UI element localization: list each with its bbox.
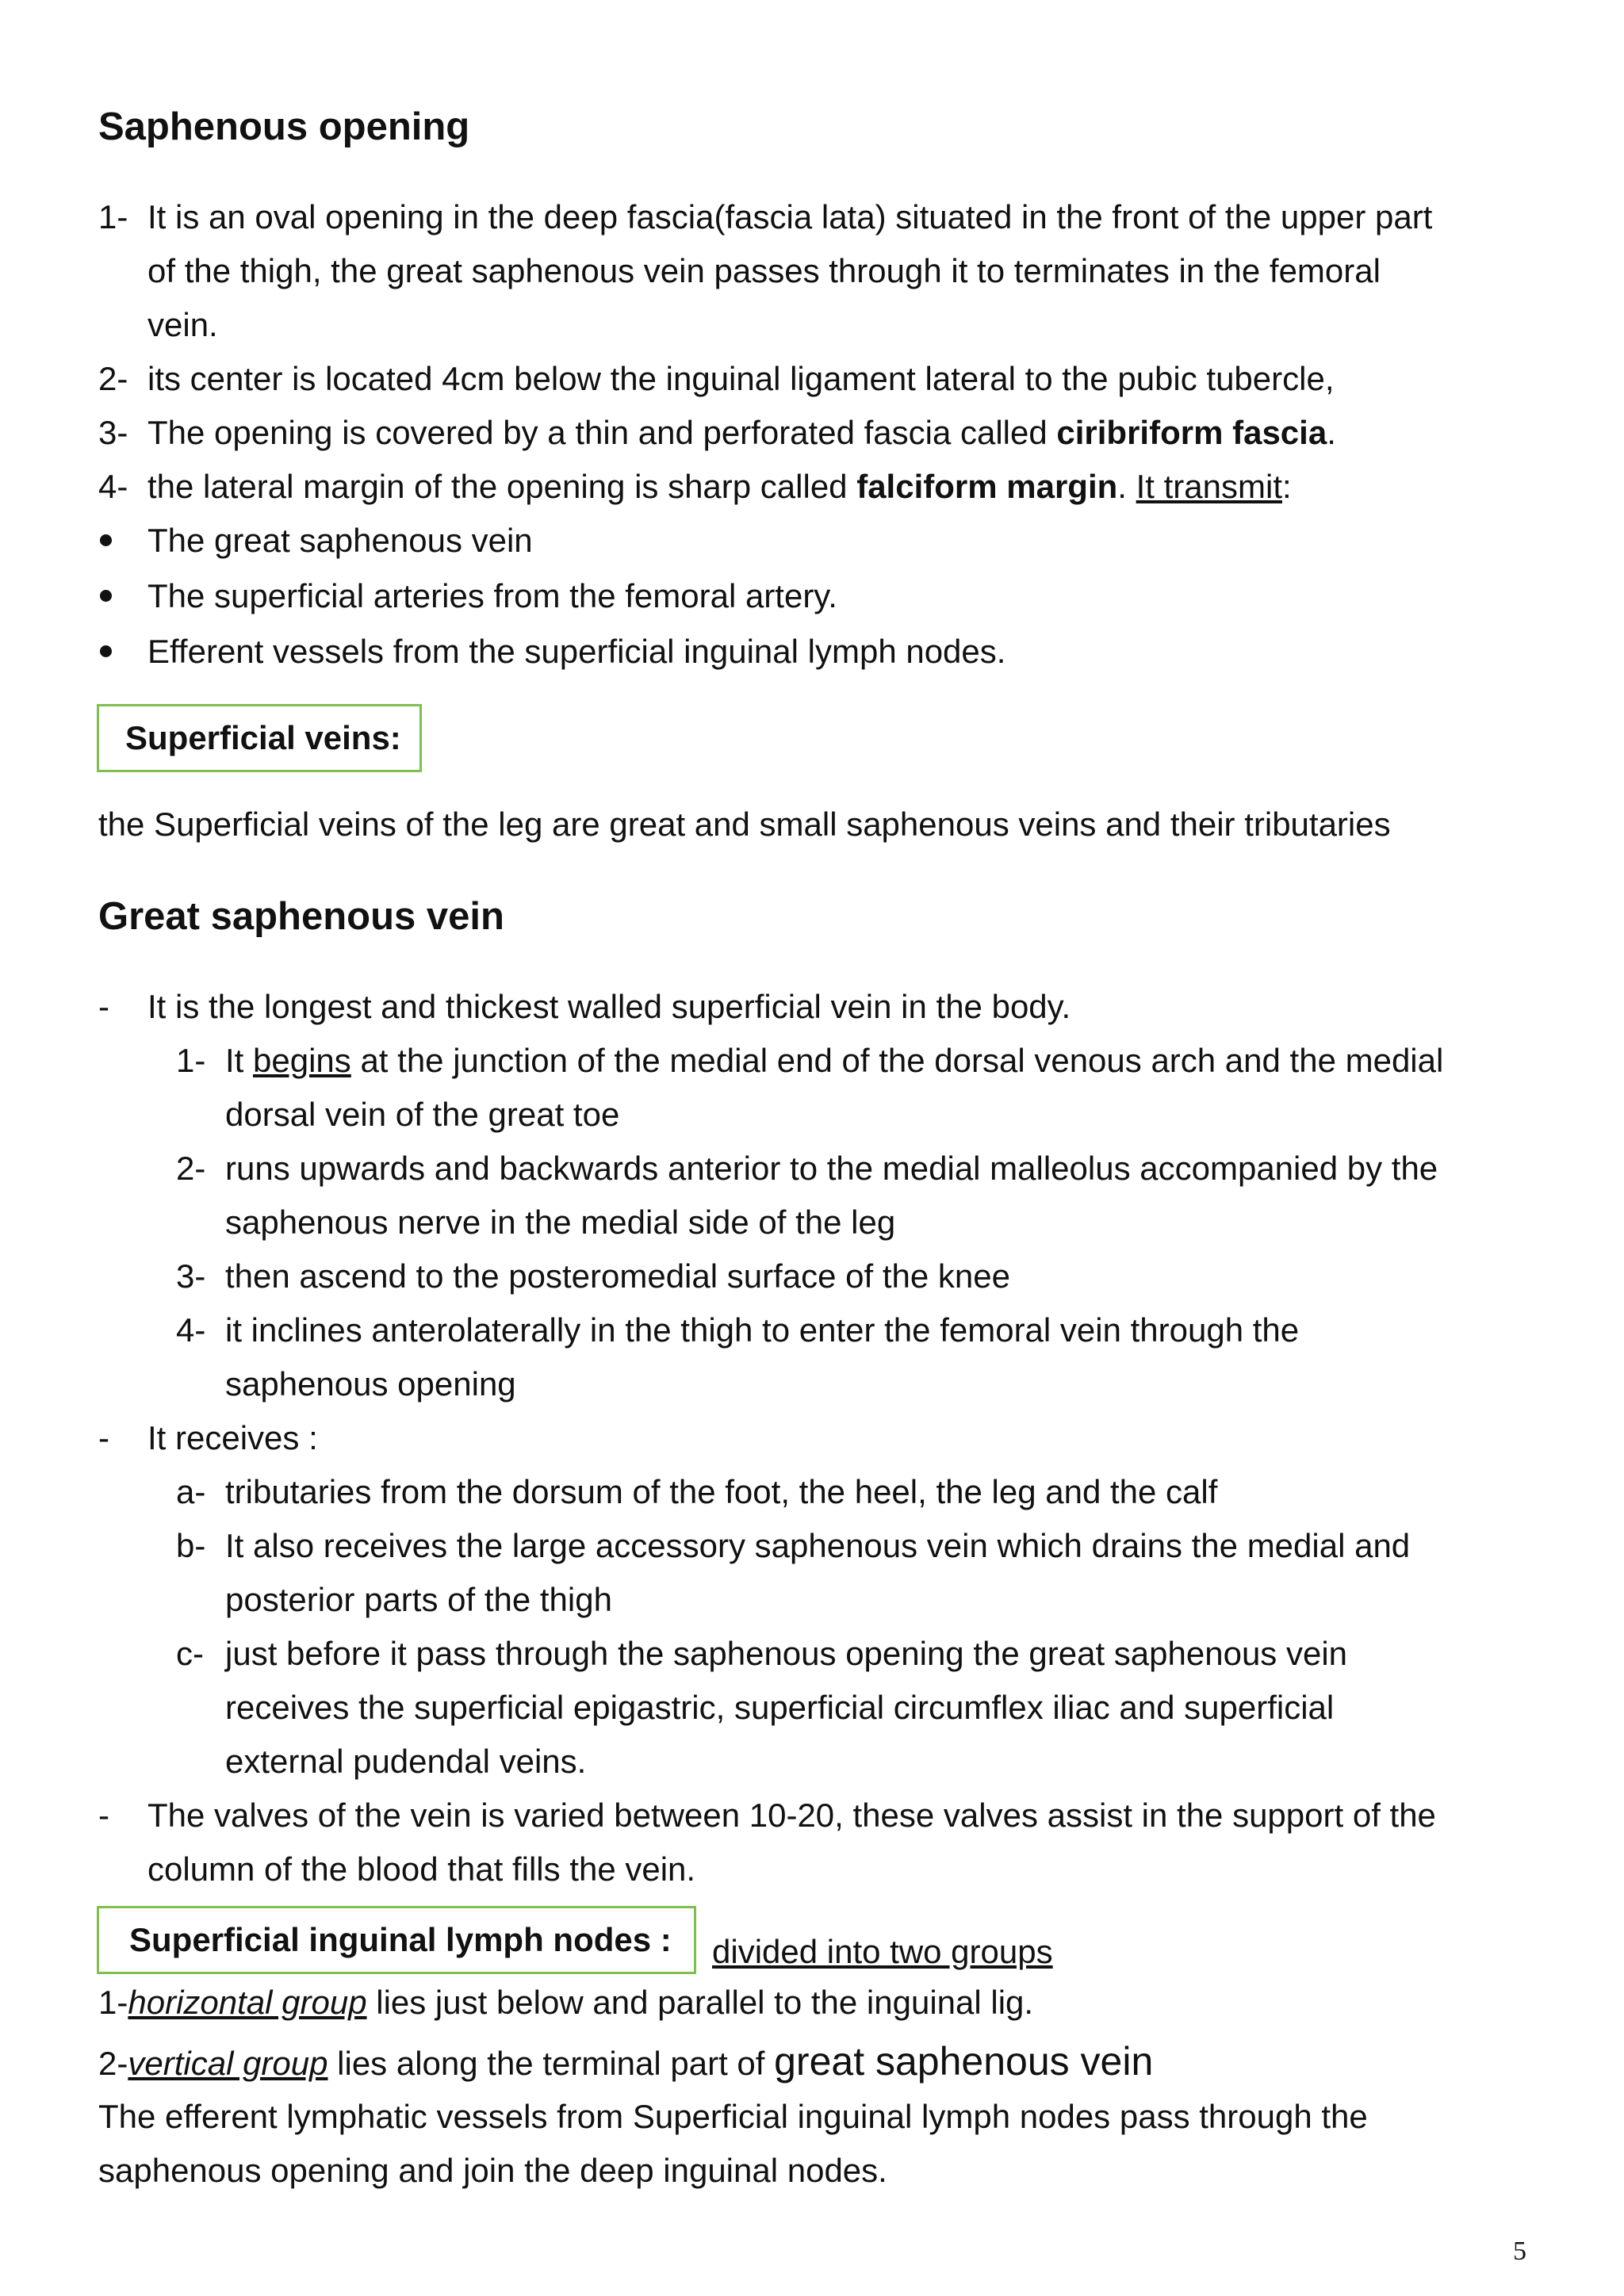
list-marker: 4- xyxy=(176,1311,206,1349)
list-item-text xyxy=(225,1034,1443,1088)
bold-term: falciform margin xyxy=(856,468,1118,505)
list-item-text: It also receives the large accessory saphenous vein which drains the medial and xyxy=(225,1527,1411,1564)
list-item-text: The valves of the vein is varied between 10-20, these valves assist in the support of the xyxy=(147,1797,1436,1834)
list-item-text: tributaries from the dorsum of the foot, the heel, the leg and the calf xyxy=(225,1473,1218,1510)
text-run: lies just below and parallel to the inguinal lig. xyxy=(366,1984,1034,2021)
text-run: lies along the terminal part of xyxy=(327,2045,775,2082)
text-run: The opening is covered by a thin and perforated fascia called xyxy=(147,414,1057,451)
dash-marker: - xyxy=(98,1797,109,1834)
list-item-text: saphenous nerve in the medial side of the leg xyxy=(225,1203,896,1241)
text-run: 1- xyxy=(98,1984,128,2021)
text-run-large: great saphenous vein xyxy=(774,2039,1154,2084)
list-item-text: its center is located 4cm below the inguinal ligament lateral to the pubic tubercle, xyxy=(147,360,1335,397)
list-item-text xyxy=(147,406,1336,460)
text-run: It xyxy=(225,1042,254,1079)
list-marker: 1- xyxy=(176,1042,206,1079)
list-marker: 2- xyxy=(98,360,128,397)
heading-great-saphenous-vein: Great saphenous vein xyxy=(98,895,504,938)
list-item-text: It is the longest and thickest walled superficial vein in the body. xyxy=(147,988,1071,1025)
paragraph: the Superficial veins of the leg are great and small saphenous veins and their tributaries xyxy=(98,806,1391,843)
group-name: vertical group xyxy=(128,2045,328,2082)
list-item-text xyxy=(147,460,1292,514)
list-marker: 3- xyxy=(98,414,128,451)
list-item-text: vein. xyxy=(147,306,218,343)
text-run: the lateral margin of the opening is sharp called xyxy=(147,468,857,505)
list-marker: b- xyxy=(176,1527,206,1564)
group-item xyxy=(98,2034,1153,2091)
list-marker: 2- xyxy=(176,1150,206,1187)
list-item-text: posterior parts of the thigh xyxy=(225,1581,612,1618)
list-item-text: column of the blood that fills the vein. xyxy=(147,1850,696,1888)
dash-marker: - xyxy=(98,988,109,1025)
underlined-text: It transmit xyxy=(1136,468,1282,505)
heading-saphenous-opening: Saphenous opening xyxy=(98,105,470,148)
bullet-item: The superficial arteries from the femoral artery. xyxy=(147,577,837,614)
bullet-item: Efferent vessels from the superficial inguinal lymph nodes. xyxy=(147,633,1006,670)
list-item-text: it inclines anterolaterally in the thigh to enter the femoral vein through the xyxy=(225,1311,1300,1349)
list-item-text: just before it pass through the saphenous opening the great saphenous vein xyxy=(225,1635,1348,1672)
list-item-text: It is an oval opening in the deep fascia(fascia lata) situated in the front of the upper part xyxy=(147,198,1433,235)
bold-term: ciribriform fascia xyxy=(1056,414,1327,451)
list-marker: 3- xyxy=(176,1257,206,1295)
text-run: 2- xyxy=(98,2045,128,2082)
section-box-superficial-veins: Superficial veins: xyxy=(97,704,422,772)
list-marker: 1- xyxy=(98,198,128,235)
dash-marker: - xyxy=(98,1419,109,1456)
text-run: at the junction of the medial end of the dorsal venous arch and the medial xyxy=(350,1042,1444,1079)
list-marker: a- xyxy=(176,1473,206,1510)
list-item-text: It receives : xyxy=(147,1419,318,1456)
bullet-icon xyxy=(100,590,112,602)
list-item-text: dorsal vein of the great toe xyxy=(225,1096,620,1133)
list-item-text: of the thigh, the great saphenous vein passes through it to terminates in the femoral xyxy=(147,252,1381,289)
underlined-text: begins xyxy=(253,1042,351,1079)
bullet-icon xyxy=(100,645,112,657)
box-note: divided into two groups xyxy=(712,1933,1053,1970)
list-item-text: external pudendal veins. xyxy=(225,1743,587,1780)
bullet-icon xyxy=(100,534,112,546)
paragraph: saphenous opening and join the deep inguinal nodes. xyxy=(98,2152,887,2189)
list-item-text: runs upwards and backwards anterior to the medial malleolus accompanied by the xyxy=(225,1150,1438,1187)
text-run: . xyxy=(1327,414,1336,451)
page-number: 5 xyxy=(1513,2237,1526,2266)
list-item-text: saphenous opening xyxy=(225,1365,516,1402)
bullet-item: The great saphenous vein xyxy=(147,522,533,559)
list-marker: 4- xyxy=(98,468,128,505)
list-item-text: receives the superficial epigastric, superficial circumflex iliac and superficial xyxy=(225,1689,1335,1726)
paragraph: The efferent lymphatic vessels from Superficial inguinal lymph nodes pass through the xyxy=(98,2098,1368,2135)
group-name: horizontal group xyxy=(128,1984,367,2021)
text-run: . xyxy=(1117,468,1136,505)
list-item-text: then ascend to the posteromedial surface of the knee xyxy=(225,1257,1010,1295)
section-box-lymph-nodes: Superficial inguinal lymph nodes : xyxy=(97,1906,696,1974)
text-run: : xyxy=(1282,468,1292,505)
list-marker: c- xyxy=(176,1635,204,1672)
group-item xyxy=(98,1976,1033,2030)
